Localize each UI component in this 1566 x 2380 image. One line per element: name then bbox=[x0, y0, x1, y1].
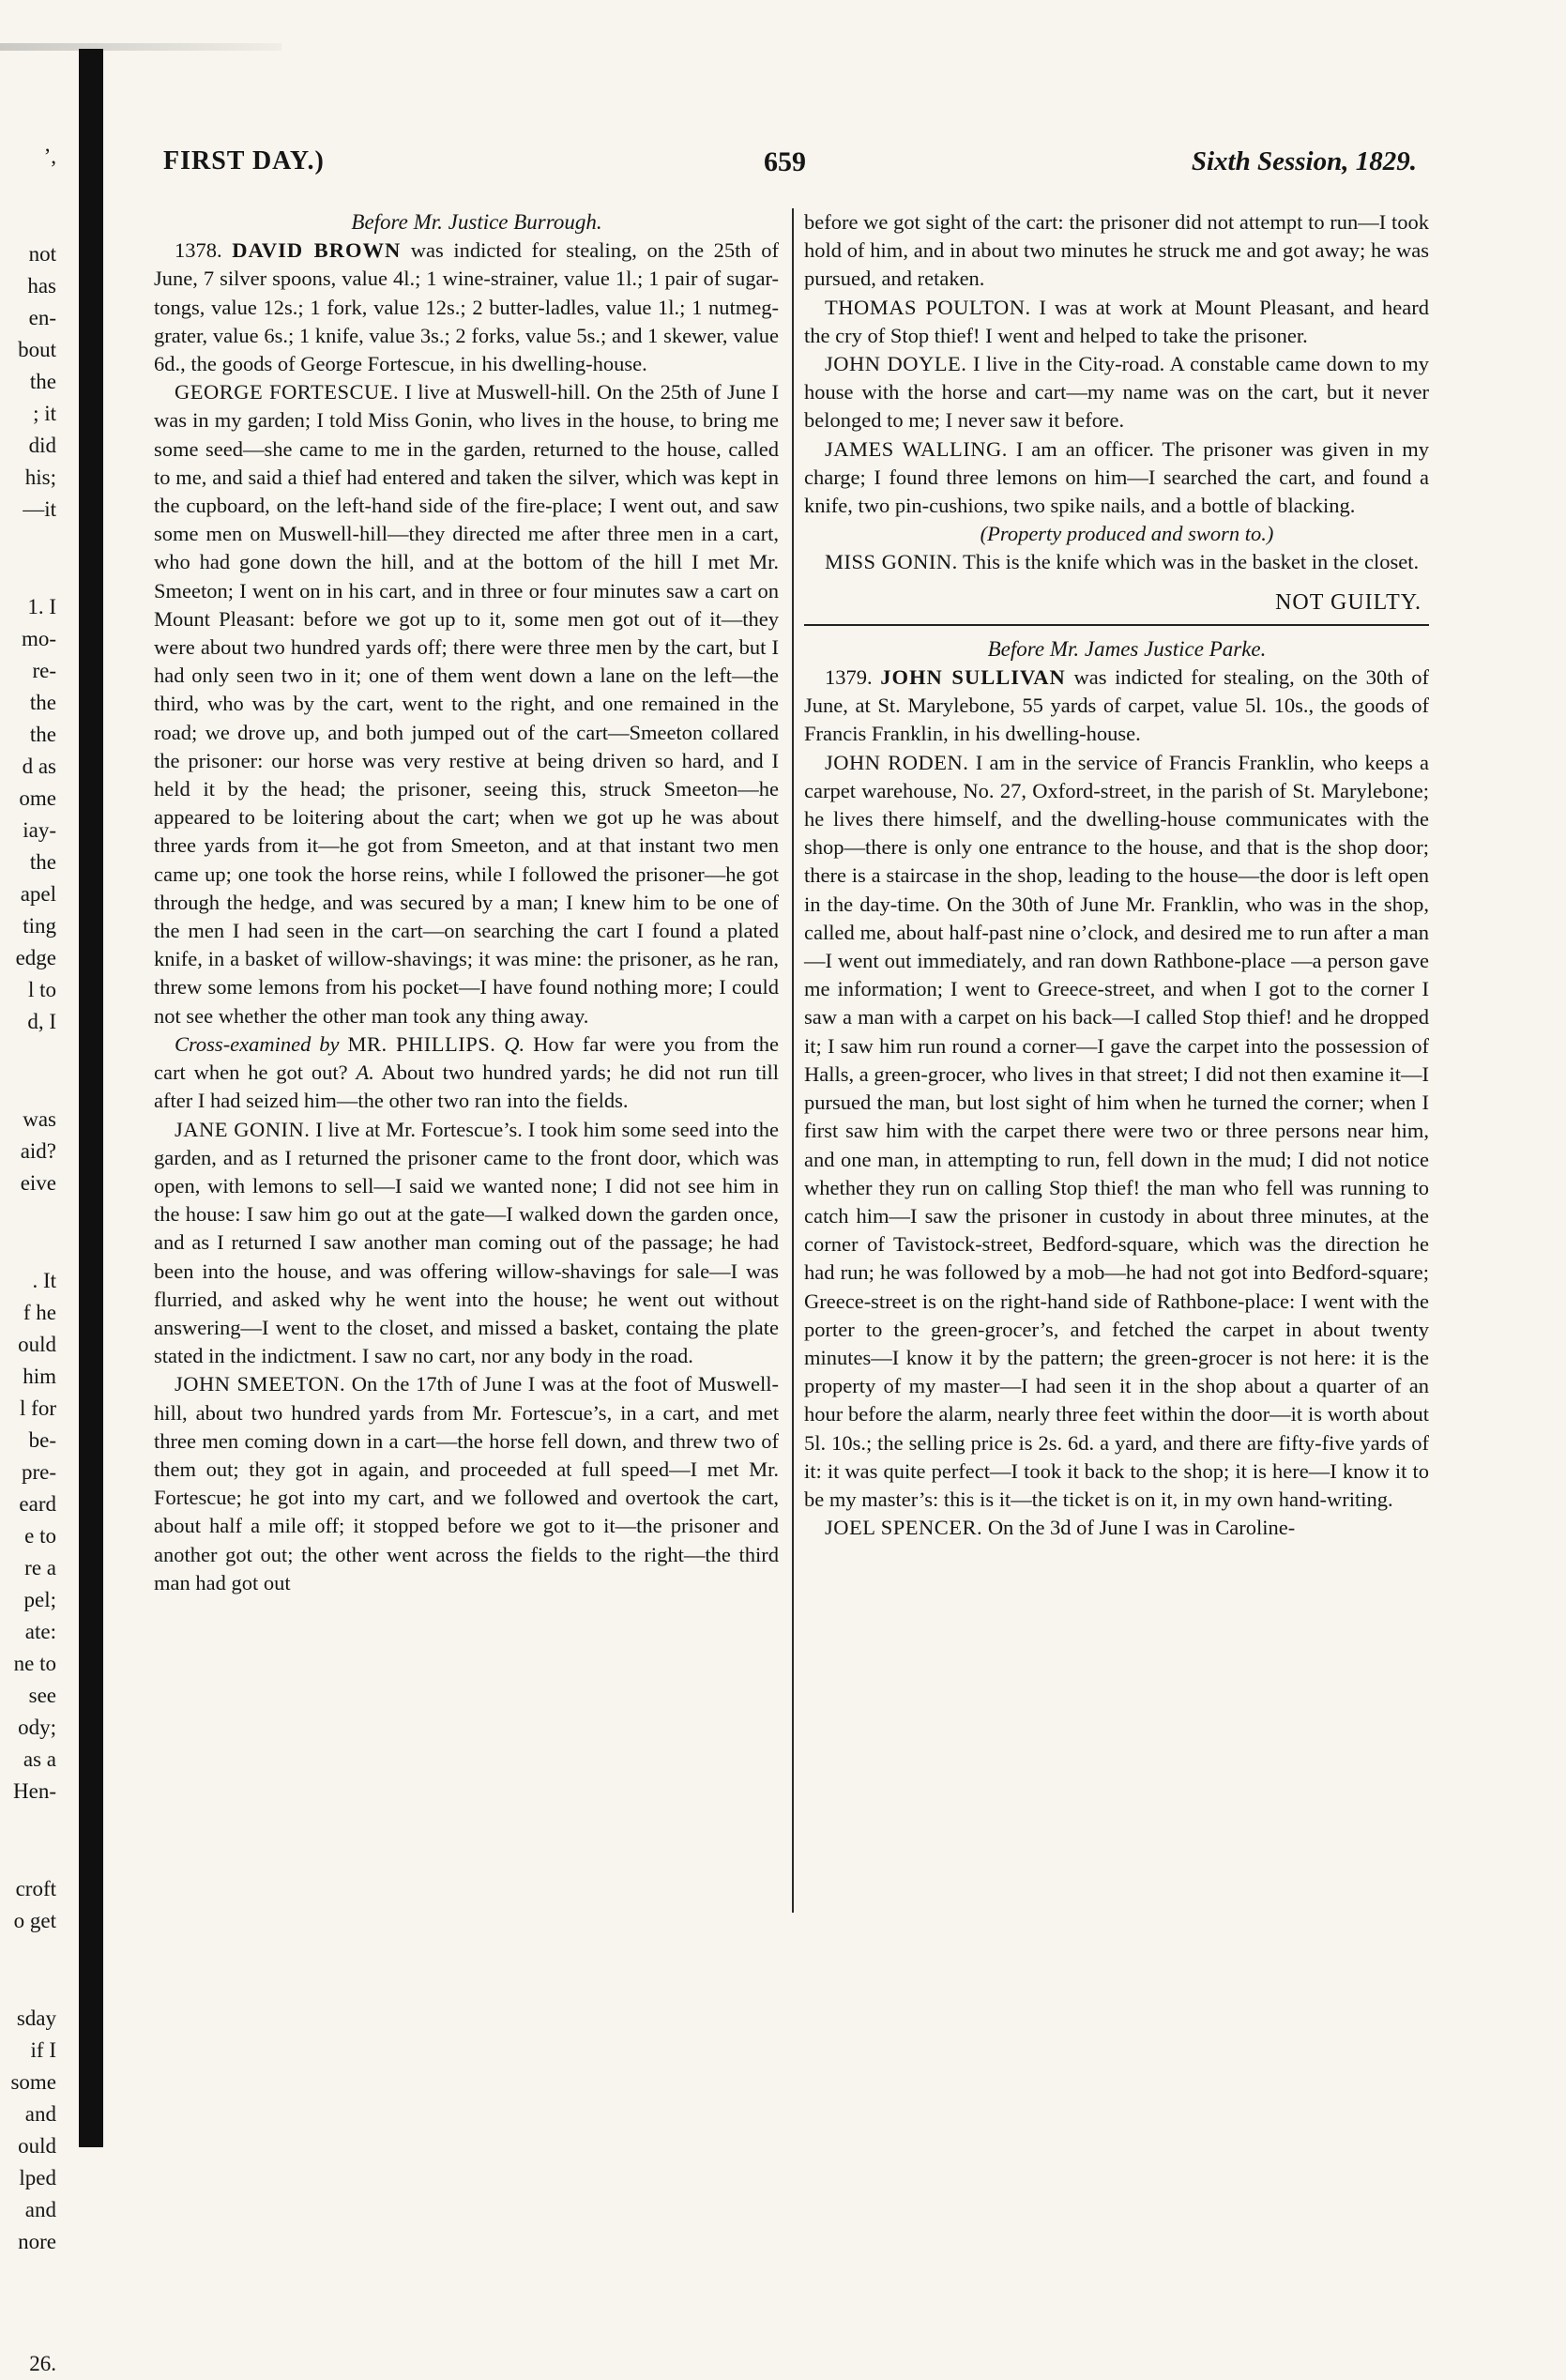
margin-fragment: the bbox=[29, 850, 56, 874]
witness-name: JOHN DOYLE. bbox=[825, 352, 967, 376]
defendant-name: DAVID BROWN bbox=[232, 238, 402, 263]
witness-name: JAMES WALLING. bbox=[825, 436, 1008, 461]
margin-fragment: not bbox=[28, 242, 56, 266]
margin-fragment: ould bbox=[18, 1333, 56, 1356]
testimony-paragraph bbox=[804, 294, 1429, 350]
left-column bbox=[154, 208, 779, 1597]
margin-fragment: iay- bbox=[23, 818, 56, 842]
margin-fragment: re a bbox=[24, 1556, 56, 1579]
counsel-name: MR. PHILLIPS. bbox=[347, 1031, 496, 1056]
margin-fragment: aid? bbox=[20, 1139, 56, 1163]
page-header bbox=[163, 146, 1417, 188]
court-heading: Before Mr. Justice Burrough. bbox=[351, 210, 602, 234]
margin-gap bbox=[0, 1038, 56, 1104]
scan-smudge bbox=[0, 43, 281, 51]
margin-fragment: and bbox=[24, 2198, 56, 2221]
margin-fragment: his; bbox=[24, 465, 56, 489]
witness-name: THOMAS POULTON. bbox=[825, 295, 1031, 319]
testimony-text: I was at work at Mount Pleasant, and heard the cry of Stop thief! I went and helped to take the prisoner. bbox=[804, 295, 1429, 347]
margin-fragment: ne to bbox=[13, 1652, 56, 1675]
answer-text: About two hundred yards; he did not run till after I had seized him—the other two ran into the fields. bbox=[154, 1060, 779, 1113]
margin-fragment: ’, bbox=[43, 145, 56, 168]
testimony-paragraph bbox=[804, 435, 1429, 521]
margin-fragment: Hen- bbox=[13, 1779, 56, 1803]
margin-fragment: apel bbox=[20, 882, 56, 906]
defendant-name: JOHN SULLIVAN bbox=[880, 665, 1066, 690]
testimony-paragraph bbox=[804, 548, 1429, 576]
margin-fragment: ate: bbox=[24, 1620, 56, 1643]
margin-fragment: eive bbox=[20, 1171, 56, 1195]
margin-fragment: was bbox=[23, 1107, 56, 1131]
testimony-text: I am in the service of Francis Franklin, who keeps a carpet warehouse, No. 27, Oxford-street, in the parish of St. Marylebone; he lives there himself, and the dwelling-house communicates with the shop—there is only one entrance to the house, and that is the shop door; there is a staircase in the shop, leading to the house—the door is left open in the day-time. On the 30th of June Mr. Franklin, who was in the shop, called me, about half-past nine o’clock, and desired me to run after a man —I went out immediately, and ran down Rathbone-place —a person gave me information; I went to Greece-street, and when I got to the corner I saw a man with a carpet on his back—I called Stop thief! and he dropped it; I saw him run round a corner—I gave the carpet into the possession of Halls, a green-grocer, who lives in that street; I did not then examine it—I pursued the man, but lost sight of him when he turned the corner; when I first saw him with the carpet there were two or three persons near him, and one man, in attempting to run, fell down in the mud; I did not notice whether they run on calling Stop thief! the man who fell was running to catch him—I saw the prisoner in custody in about three minutes, at the corner of Tavistock-street, Bedford-square, which was the direction he had run; he was followed by a mob—he had not got into Bedford-square; Greece-street is on the right-hand side of Rathbone-place: I went with the porter to the green-grocer’s, and fetched the carpet in about twenty minutes—I know it by the pattern; the green-grocer is not here: it is the property of my master—I had seen it in the shop about a quarter of an hour before the alarm, nearly three feet within the door—it is worth about 5l. 10s.; the selling price is 2s. 6d. a yard, and there are fifty-five yards of it: it was quite perfect—I took it back to the shop; it is here—I know it to be my master’s: this is it—the ticket is on it, in my own hand-writing. bbox=[804, 750, 1429, 1511]
margin-fragment: edge bbox=[15, 946, 56, 969]
margin-fragment: nore bbox=[18, 2230, 56, 2253]
margin-fragment: 1. I bbox=[27, 595, 56, 618]
testimony-paragraph bbox=[804, 749, 1429, 1514]
margin-fragment: the bbox=[29, 723, 56, 746]
property-note: (Property produced and sworn to.) bbox=[980, 522, 1274, 546]
margin-fragment: e to bbox=[24, 1524, 56, 1548]
witness-name: JOEL SPENCER. bbox=[825, 1516, 983, 1540]
margin-fragment: —it bbox=[23, 497, 56, 521]
margin-fragment: as a bbox=[23, 1747, 56, 1771]
testimony-paragraph bbox=[154, 1116, 779, 1371]
page-number: 659 bbox=[764, 146, 806, 177]
testimony-paragraph bbox=[154, 1370, 779, 1597]
case-text: was indicted for stealing, on the 30th of June, at St. Marylebone, 55 yards of carpet, value 5l. 10s., the goods of Francis Franklin, in his dwelling-house. bbox=[804, 665, 1430, 746]
margin-fragment: some bbox=[10, 2070, 56, 2094]
witness-name: JOHN RODEN. bbox=[825, 750, 969, 774]
margin-fragment: l to bbox=[27, 978, 56, 1001]
right-column bbox=[804, 208, 1429, 1542]
running-head-left: FIRST DAY.) bbox=[163, 146, 325, 175]
margin-fragment: the bbox=[29, 370, 56, 393]
witness-name: JANE GONIN. bbox=[175, 1117, 311, 1141]
margin-fragment: did bbox=[28, 434, 56, 457]
margin-gap bbox=[0, 2258, 56, 2348]
margin-fragment: sday bbox=[16, 2006, 56, 2030]
testimony-paragraph bbox=[804, 350, 1429, 435]
margin-fragment: re- bbox=[32, 659, 56, 682]
margin-fragment: bout bbox=[18, 338, 56, 361]
margin-fragment: ; it bbox=[33, 402, 56, 425]
margin-fragment: croft bbox=[15, 1877, 56, 1900]
margin-fragment: ould bbox=[18, 2134, 56, 2158]
margin-gap bbox=[0, 1937, 56, 2003]
continued-paragraph: before we got sight of the cart: the prisoner did not attempt to run—I took hold of him, and in about two minutes he struck me and got away; he was pursued, and retaken. bbox=[804, 210, 1429, 291]
margin-fragment: ody; bbox=[18, 1716, 56, 1739]
court-heading: Before Mr. James Justice Parke. bbox=[987, 636, 1267, 661]
margin-fragment: en- bbox=[28, 306, 56, 329]
margin-fragment: pel; bbox=[23, 1588, 56, 1611]
margin-fragment: pre- bbox=[21, 1460, 56, 1484]
margin-fragment: lped bbox=[19, 2166, 56, 2189]
case-number: 1379. bbox=[825, 665, 873, 690]
margin-fragment: the bbox=[29, 691, 56, 714]
margin-fragment: 26. bbox=[29, 2352, 56, 2375]
margin-fragment: see bbox=[28, 1684, 56, 1707]
section-rule bbox=[804, 624, 1429, 626]
cross-examination-paragraph bbox=[154, 1030, 779, 1116]
margin-fragment: him bbox=[23, 1365, 56, 1388]
facing-page-margin bbox=[0, 141, 56, 2380]
case-paragraph bbox=[154, 236, 779, 378]
margin-fragment: o get bbox=[13, 1909, 56, 1932]
testimony-text: I live at Muswell-hill. On the 25th of June I was in my garden; I told Miss Gonin, who lives in the house, to bring me some seed—she came to me in the garden, returned to the house, called to me, and said a thief had entered and taken the silver, which was kept in the cupboard, on the left-hand side of the fire-place; I went out, and saw some men on Muswell-hill—they directed me after three men in a cart, who had gone down the hill, and at the bottom of the hill I met Mr. Smeeton; I went on in his cart, and in three or four minutes saw a cart on Mount Pleasant: before we got up to it, some men got out of it—they were about two hundred yards off; there were three men by the cart, but I had only seen two in it; one of them went down a lane on the left—the third, who was by the cart, went to the right, and one remained in the road; we drove up, and both jumped out of the cart—Smeeton collared the prisoner: our horse was very restive at being driven so hard, and I held it by the head; the prisoner, seeing this, struck Smeeton—he appeared to be loitering about the cart; when we got up he was about three yards from it—he got from Smeeton, and at that instant two men came up; one took the horse reins, while I followed the prisoner—he got through the hedge, and was secured by a man; I knew him to be one of the men I had seen in the cart—on searching the cart I found a plated knife, in a basket of willow-shavings; it was mine: the prisoner, as he ran, threw some lemons from his pocket—I have found nothing more; I could not see whether the other man took any thing away. bbox=[154, 380, 779, 1028]
margin-fragment: d as bbox=[22, 755, 56, 778]
case-paragraph bbox=[804, 664, 1429, 749]
margin-gap bbox=[0, 1808, 56, 1873]
margin-fragment: ting bbox=[23, 914, 56, 938]
case-text: was indicted for stealing, on the 25th of June, 7 silver spoons, value 4l.; 1 wine-strainer, value 1l.; 1 pair of sugar-tongs, value 12s.; 1 fork, value 12s.; 2 butter-ladles, value 1l.; 1 nutmeg-grater, value 6s.; 1 knife, value 3s.; 2 forks, value 5s.; and 1 skewer, value 6d., the goods of George Fortescue, in his dwelling-house. bbox=[154, 238, 780, 376]
witness-name: MISS GONIN. bbox=[825, 550, 958, 574]
margin-fragment: has bbox=[27, 274, 56, 298]
margin-fragment: eard bbox=[19, 1492, 56, 1516]
column-divider bbox=[792, 208, 794, 1913]
testimony-text: On the 17th of June I was at the foot of Muswell-hill, about two hundred yards from Mr. Fortescue’s, in a cart, and met three men coming down in a cart—the horse fell down, and threw two of them out; they got in again, and proceeded at full speed—I met Mr. Fortescue; he got into my cart, and we followed and overtook the cart, about half a mile off; it stopped before we got to it—the prisoner and another got out; the other went across the fields to the right—the third man had got out bbox=[154, 1372, 779, 1594]
margin-fragment: . It bbox=[32, 1269, 56, 1292]
testimony-paragraph bbox=[804, 1514, 1429, 1542]
answer-marker: A. bbox=[356, 1060, 374, 1085]
margin-gap bbox=[0, 526, 56, 591]
testimony-text: On the 3d of June I was in Caroline- bbox=[982, 1516, 1296, 1540]
margin-fragment: d, I bbox=[27, 1010, 56, 1033]
cross-label: Cross-examined by bbox=[175, 1031, 340, 1056]
margin-gap bbox=[0, 1199, 56, 1265]
testimony-text: I live in the City-road. A constable came down to my house with the horse and cart—my name was on the cart, but it never belonged to me; I never saw it before. bbox=[804, 352, 1429, 433]
case-number: 1378. bbox=[175, 238, 222, 263]
witness-name: JOHN SMEETON. bbox=[175, 1372, 346, 1396]
margin-fragment: f he bbox=[23, 1301, 56, 1324]
testimony-text: I live at Mr. Fortescue’s. I took him some seed into the garden, and as I returned the prisoner came to the front door, which was open, with lemons to sell—I said we wanted none; I did not see him in the house: I saw him go out at the gate—I walked down the garden once, and as I returned I saw another man coming out of the passage; he had been into the house, and was offering willow-shavings for sale—I was flurried, and asked why he went into the house; he went out without answering—I went to the closet, and missed a basket, containg the plate stated in the indictment. I saw no cart, nor any body in the road. bbox=[154, 1117, 779, 1368]
margin-fragment: mo- bbox=[21, 627, 56, 650]
testimony-paragraph bbox=[154, 378, 779, 1030]
question-text: How far were you from the cart when he got out? bbox=[154, 1031, 779, 1085]
margin-fragment: ome bbox=[19, 786, 56, 810]
margin-gap bbox=[0, 173, 56, 238]
margin-fragment: if I bbox=[30, 2038, 56, 2062]
binding-shadow bbox=[79, 49, 103, 2147]
verdict: NOT GUILTY. bbox=[1275, 589, 1422, 615]
margin-fragment: l for bbox=[20, 1396, 56, 1420]
margin-fragment: be- bbox=[28, 1428, 56, 1452]
testimony-text: This is the knife which was in the basket in the closet. bbox=[957, 550, 1420, 574]
margin-fragment: and bbox=[24, 2102, 56, 2126]
witness-name: GEORGE FORTESCUE. bbox=[175, 380, 400, 404]
testimony-text: I am an officer. The prisoner was given in my charge; I found three lemons on him—I searched the cart, and found a knife, two pin-cushions, two spike nails, and a bottle of blacking. bbox=[804, 436, 1429, 518]
question-marker: Q. bbox=[504, 1031, 525, 1056]
running-head-right: Sixth Session, 1829. bbox=[1191, 146, 1417, 176]
